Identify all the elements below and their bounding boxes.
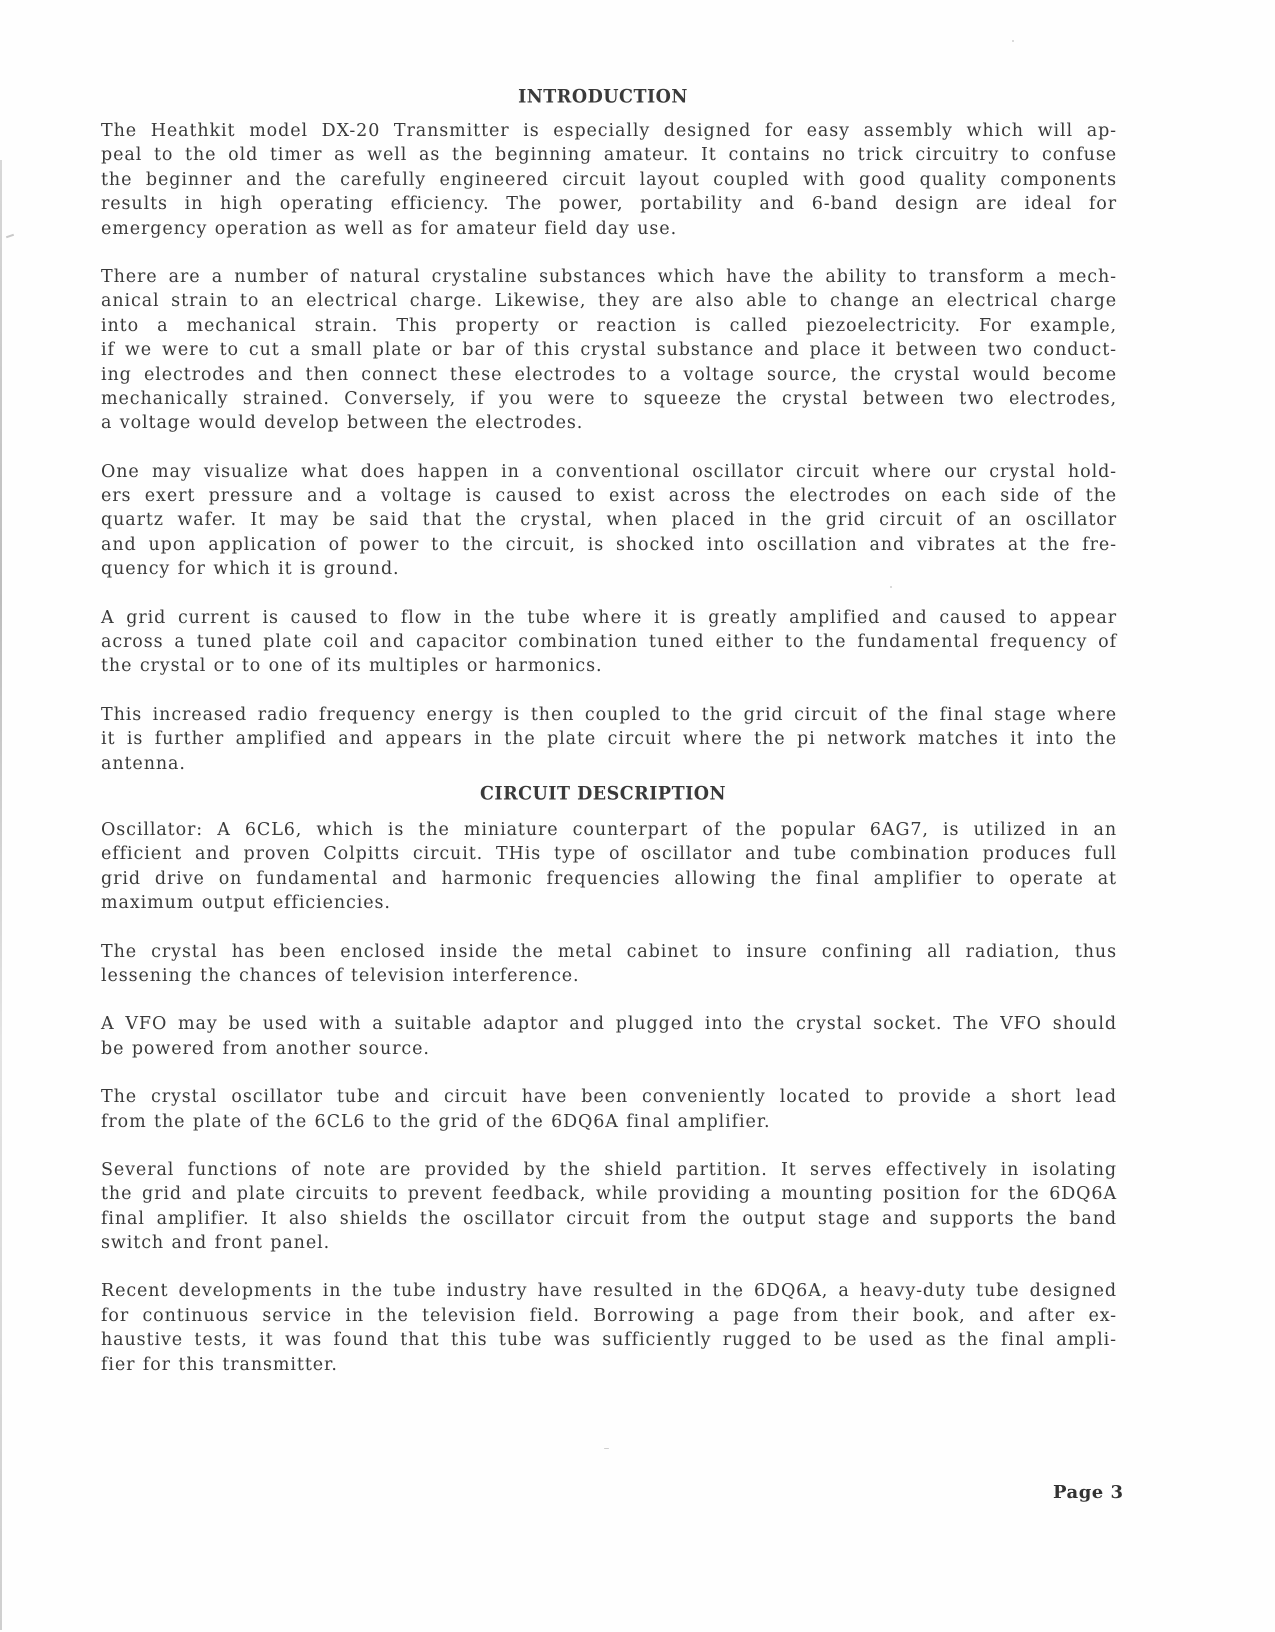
text-line: grid drive on fundamental and harmonic frequencies allowing the final amplifier to operate at <box>101 868 1117 889</box>
paragraph <box>101 703 1161 776</box>
text-line: quency for which it is ground. <box>101 559 400 580</box>
text-line: Several functions of note are provided by the shield partition. It serves effectively in isolating <box>101 1159 1117 1180</box>
text-line: be powered from another source. <box>101 1038 430 1059</box>
paragraph <box>101 1279 1161 1377</box>
text-line: it is further amplified and appears in the plate circuit where the pi network matches it into the <box>101 729 1117 750</box>
text-line: and upon application of power to the circuit, is shocked into oscillation and vibrates at the fre- <box>101 534 1117 555</box>
text-line: There are a number of natural crystaline substances which have the ability to transform a mech- <box>101 266 1117 287</box>
text-line: switch and front panel. <box>101 1233 331 1254</box>
text-line: lessening the chances of television interference. <box>101 965 580 986</box>
text-line: Recent developments in the tube industry have resulted in the 6DQ6A, a heavy-duty tube designed <box>101 1281 1117 1302</box>
scan-speck <box>1012 40 1014 42</box>
text-line: A grid current is caused to flow in the tube where it is greatly amplified and caused to appear <box>101 607 1117 628</box>
paragraph <box>101 940 1161 989</box>
text-line: results in high operating efficiency. The power, portability and 6-band design are ideal for <box>101 194 1117 215</box>
text-line: The crystal oscillator tube and circuit have been conveniently located to provide a short lead <box>101 1087 1117 1108</box>
text-line: the crystal or to one of its multiples or harmonics. <box>101 656 603 677</box>
text-line: This increased radio frequency energy is then coupled to the grid circuit of the final stage where <box>101 704 1117 725</box>
text-line: a voltage would develop between the electrodes. <box>101 413 584 434</box>
document-body <box>101 85 1161 1401</box>
text-line: the beginner and the carefully engineered circuit layout coupled with good quality components <box>101 169 1117 190</box>
text-line: ing electrodes and then connect these electrodes to a voltage source, the crystal would become <box>101 364 1117 385</box>
paragraph <box>101 1012 1161 1061</box>
text-line: the grid and plate circuits to prevent feedback, while providing a mounting position for the 6DQ6A <box>101 1184 1117 1205</box>
page-number: Page 3 <box>1053 1482 1124 1503</box>
text-line: into a mechanical strain. This property or reaction is called piezoelectricity. For example, <box>101 315 1117 336</box>
text-line: across a tuned plate coil and capacitor combination tuned either to the fundamental frequency of <box>101 632 1117 653</box>
paragraph <box>101 119 1161 241</box>
paragraph <box>101 460 1161 582</box>
text-line: ers exert pressure and a voltage is caused to exist across the electrodes on each side of the <box>101 486 1117 507</box>
paragraph <box>101 1158 1161 1256</box>
text-line: emergency operation as well as for amateur field day use. <box>101 218 678 239</box>
text-line: for continuous service in the television field. Borrowing a page from their book, and after ex- <box>101 1305 1117 1326</box>
text-line: The crystal has been enclosed inside the metal cabinet to insure confining all radiation, thus <box>101 941 1117 962</box>
text-line: One may visualize what does happen in a conventional oscillator circuit where our crystal hold- <box>101 461 1117 482</box>
text-line: if we were to cut a small plate or bar of this crystal substance and place it between two conduct- <box>101 340 1117 361</box>
scan-speck <box>604 1448 609 1449</box>
text-line: maximum output efficiencies. <box>101 893 391 914</box>
text-line: antenna. <box>101 753 186 774</box>
paragraph <box>101 818 1161 916</box>
text-line: from the plate of the 6CL6 to the grid of the 6DQ6A final amplifier. <box>101 1111 771 1132</box>
text-line: The Heathkit model DX-20 Transmitter is especially designed for easy assembly which will ap- <box>101 121 1117 141</box>
text-line: final amplifier. It also shields the oscillator circuit from the output stage and supports the band <box>101 1208 1117 1229</box>
text-line: anical strain to an electrical charge. Likewise, they are also able to change an electrical charge <box>101 291 1117 312</box>
text-line: efficient and proven Colpitts circuit. THis type of oscillator and tube combination produces full <box>101 844 1117 865</box>
text-line: Oscillator: A 6CL6, which is the miniature counterpart of the popular 6AG7, is utilized in an <box>101 819 1117 840</box>
scan-artifact <box>6 234 14 239</box>
text-line: A VFO may be used with a suitable adaptor and plugged into the crystal socket. The VFO should <box>101 1014 1117 1035</box>
paragraph <box>101 1085 1161 1134</box>
text-line: fier for this transmitter. <box>101 1354 338 1375</box>
text-line: haustive tests, it was found that this tube was sufficiently rugged to be used as the final ampli- <box>101 1330 1117 1351</box>
paragraph <box>101 606 1161 679</box>
text-line: peal to the old timer as well as the beginning amateur. It contains no trick circuitry to confuse <box>101 145 1117 166</box>
text-line: quartz wafer. It may be said that the crystal, when placed in the grid circuit of an oscillator <box>101 510 1117 531</box>
section-heading-circuit-description: CIRCUIT DESCRIPTION <box>479 783 727 805</box>
paragraph <box>101 265 1161 436</box>
section-heading-introduction: INTRODUCTION <box>518 86 688 108</box>
text-line: mechanically strained. Conversely, if you were to squeeze the crystal between two electrodes, <box>101 388 1117 409</box>
scan-edge-shadow <box>0 160 2 1630</box>
